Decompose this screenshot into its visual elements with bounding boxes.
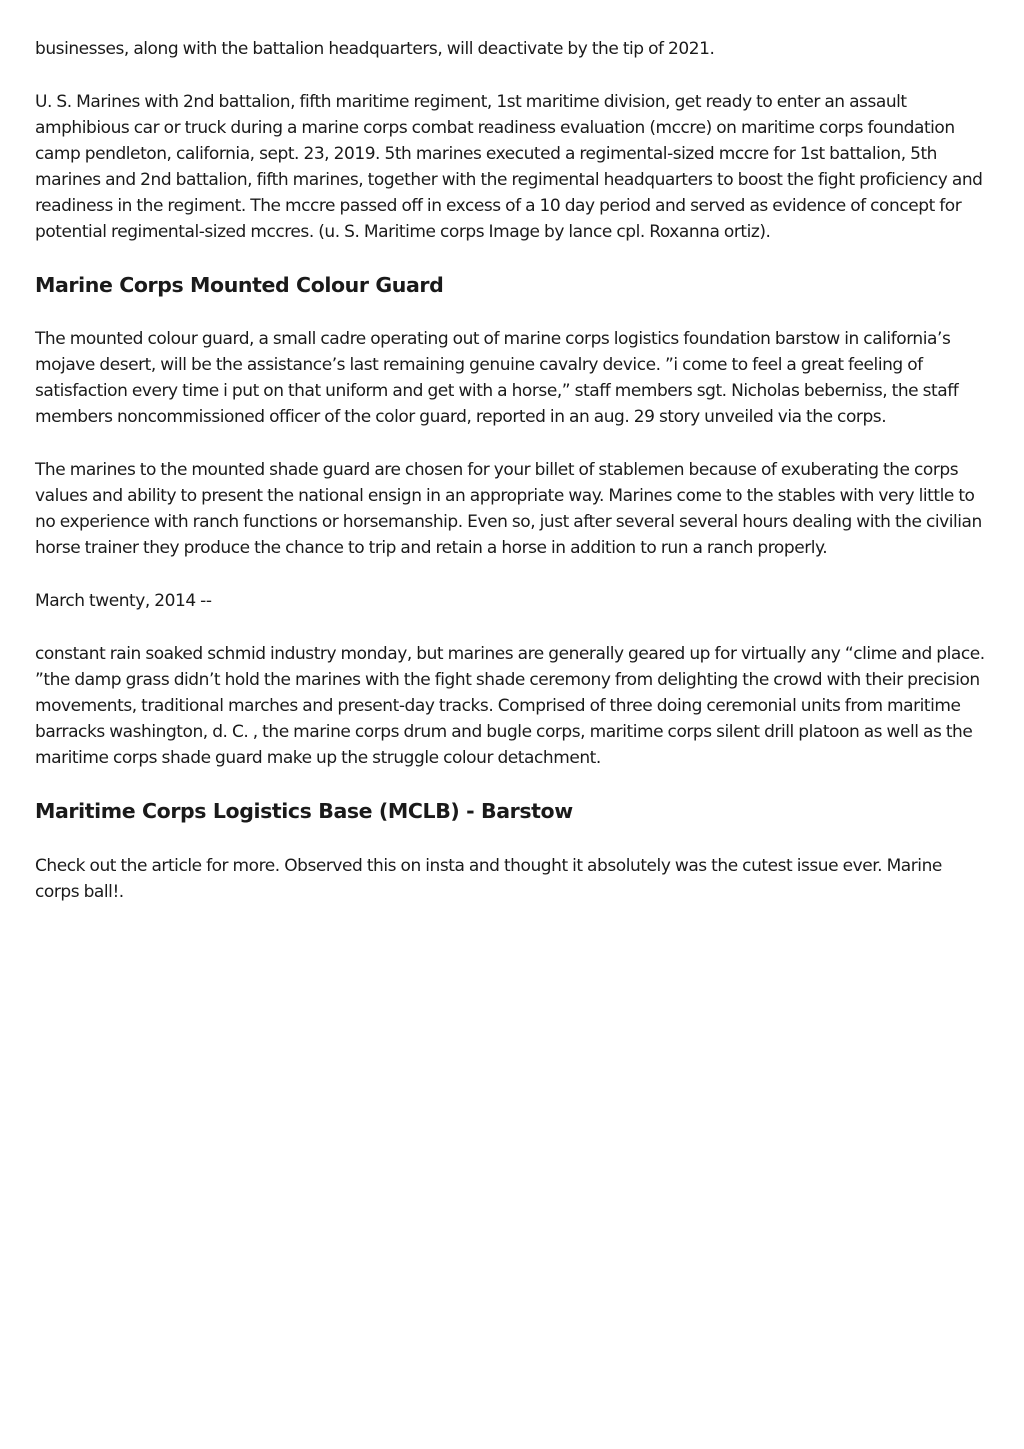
paragraph-mccre: U. S. Marines with 2nd battalion, fifth maritime regiment, 1st maritime division, get ready to enter an assault amphibious car or truck during a marine corps combat readiness evaluation (mccre) on maritime corps foundation camp pendleton, california, sept. 23, 2019. 5th marines executed a regimental-sized mccre for 1st battalion, 5th marines and 2nd battalion, fifth marines, together with the regimental headquarters to boost the fight proficiency and readiness in the regiment. The mccre passed off in excess of a 10 day period and served as evidence of concept for potential regimental-sized mccres. (u. S. Maritime corps Image by lance cpl. Roxanna ortiz). (35, 92, 983, 242)
paragraph-date: March twenty, 2014 -- (35, 591, 212, 611)
heading-mounted-colour-guard: Marine Corps Mounted Colour Guard (35, 273, 444, 297)
paragraph-ceremony: constant rain soaked schmid industry monday, but marines are generally geared up for virtually any “clime and place. ”the damp grass didn’t hold the marines with the fight shade ceremony from delighting the crowd with their precision movements, traditional marches and present-day tracks. Comprised of three doing ceremonial units from maritime barracks washington, d. C. , the marine corps drum and bugle corps, maritime corps silent drill platoon as well as the maritime corps shade guard make up the struggle colour detachment. (35, 644, 985, 768)
paragraph-colour-guard: The mounted colour guard, a small cadre operating out of marine corps logistics foundation barstow in california’s mojave desert, will be the assistance’s last remaining genuine cavalry device. ”i come to feel a great feeling of satisfaction every time i put on that uniform and get with a horse,” staff members sgt. Nicholas beberniss, the staff members noncommissioned officer of the color guard, reported in an aug. 29 story unveiled via the corps. (35, 329, 959, 427)
heading-mclb-barstow: Maritime Corps Logistics Base (MCLB) - Barstow (35, 799, 573, 823)
paragraph-stablemen: The marines to the mounted shade guard are chosen for your billet of stablemen because of exuberating the corps values and ability to present the national ensign in an appropriate way. Marines come to the stables with very little to no experience with ranch functions or horsemanship. Even so, just after several several hours dealing with the civilian horse trainer they produce the chance to trip and retain a horse in addition to run a ranch properly. (35, 460, 982, 558)
paragraph-closing: Check out the article for more. Observed this on insta and thought it absolutely was the cutest issue ever. Marine corps ball!. (35, 856, 942, 902)
paragraph-deactivation: businesses, along with the battalion headquarters, will deactivate by the tip of 2021. (35, 39, 715, 59)
